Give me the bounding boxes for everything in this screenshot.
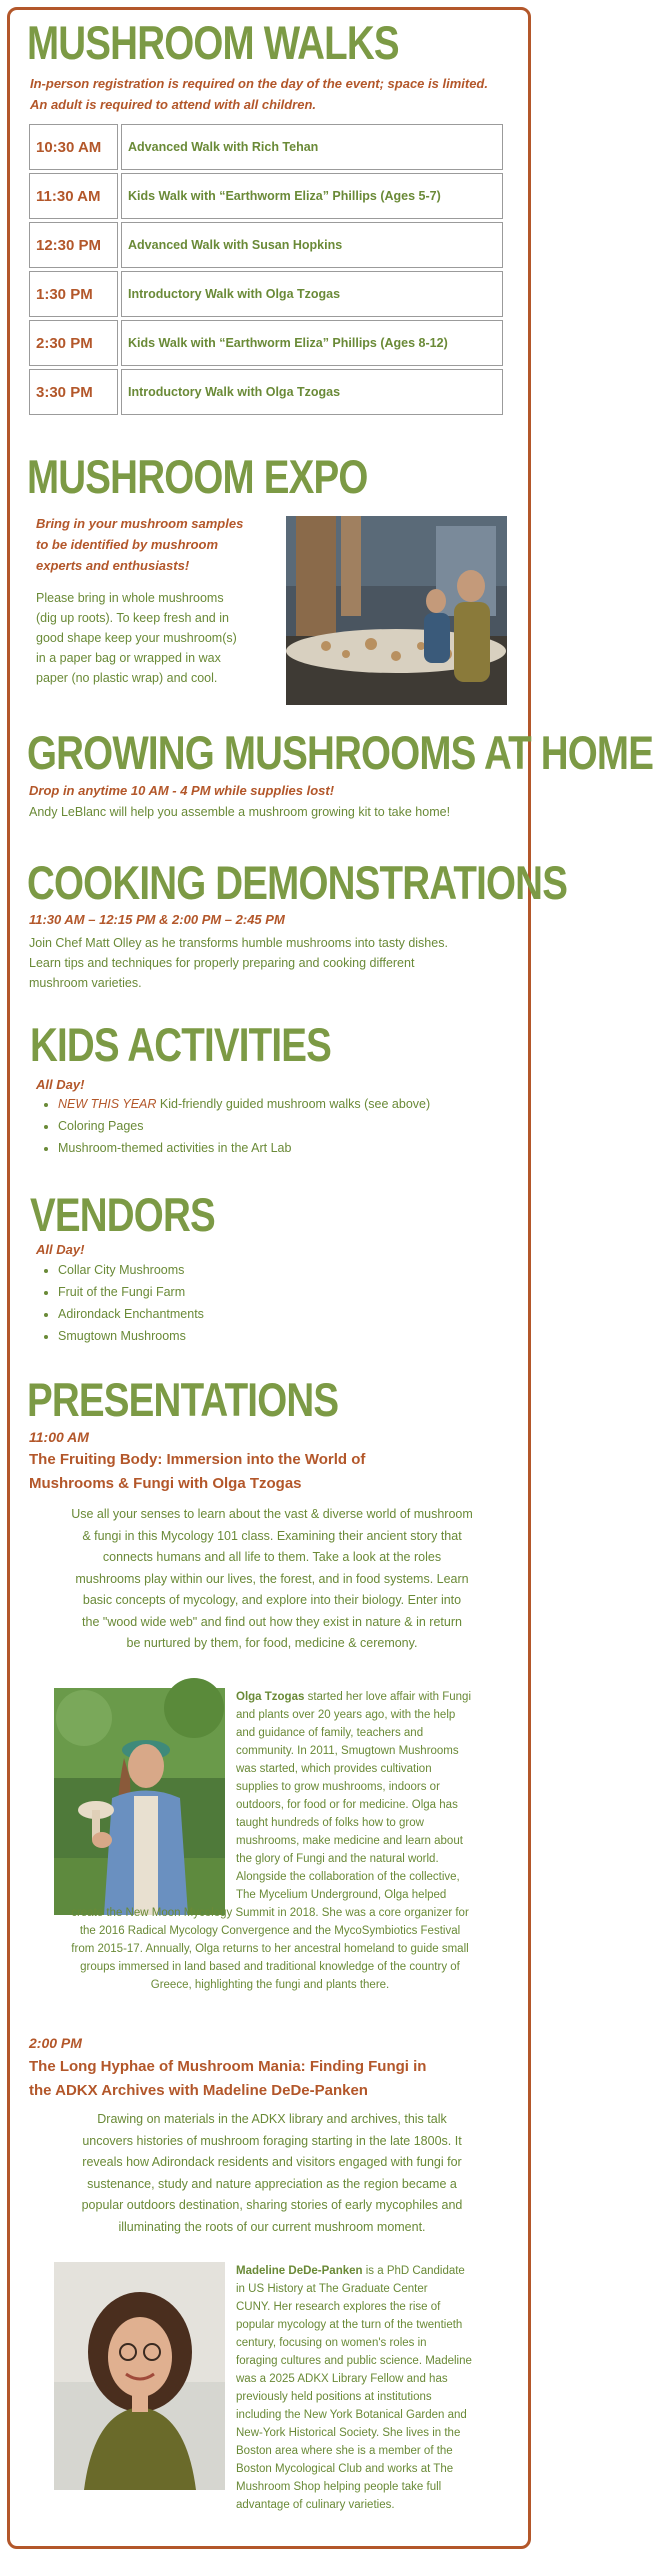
list-item: • Smugtown Mushrooms — [58, 1325, 508, 1347]
expo-body-line: in a paper bag or wrapped in wax — [36, 651, 221, 665]
madeline-name: Madeline DeDe-Panken — [236, 2265, 363, 2277]
cooking-times: 11:30 AM – 12:15 PM & 2:00 PM – 2:45 PM — [29, 912, 285, 927]
madeline-bio-text: is a PhD Candidate — [362, 2265, 465, 2277]
p2-desc-line: sustenance, study and nature appreciation as the region became a — [87, 2176, 457, 2191]
walk-event: Introductory Walk with Olga Tzogas — [121, 271, 503, 317]
p2-title-line: The Long Hyphae of Mushroom Mania: Finding Fungi in — [29, 2058, 427, 2075]
vendors-list — [28, 1259, 508, 1347]
madeline-bio-line: advantage of culinary varieties. — [236, 2499, 395, 2511]
olga-bio-line: The Mycelium Underground, Olga helped — [236, 1889, 447, 1901]
kids-when: All Day! — [36, 1077, 85, 1092]
expo-body-line: good shape keep your mushroom(s) — [36, 631, 237, 645]
cooking-body-line: mushroom varieties. — [29, 976, 142, 990]
p2-time: 2:00 PM — [29, 2035, 82, 2051]
madeline-bio-line: Boston Mycological Club and works at The — [236, 2463, 454, 2475]
madeline-bio-line — [236, 2262, 508, 2280]
list-item: • Adirondack Enchantments — [58, 1303, 508, 1325]
kids-list — [28, 1093, 508, 1159]
p2-desc-line: uncovers histories of mushroom foraging starting in the late 1800s. It — [82, 2133, 462, 2148]
walk-time: 12:30 PM — [29, 222, 118, 268]
p2-desc-line: illuminating the roots of our current mushroom moment. — [118, 2219, 426, 2234]
table-row — [29, 369, 503, 415]
p1-title-line: The Fruiting Body: Immersion into the World of — [29, 1451, 366, 1468]
walk-time: 1:30 PM — [29, 271, 118, 317]
list-item: • Mushroom-themed activities in the Art Lab — [58, 1137, 508, 1159]
p2-desc-line: reveals how Adirondack residents and visitors engaged with fungi for — [82, 2155, 462, 2169]
walks-schedule-table — [29, 124, 503, 418]
olga-bio-continued — [30, 1904, 510, 1994]
p1-title-line: Mushrooms & Fungi with Olga Tzogas — [29, 1475, 302, 1492]
olga-bio-line: supplies to grow mushrooms, indoors or — [236, 1781, 440, 1793]
list-item: • Collar City Mushrooms — [58, 1259, 508, 1281]
p2-desc-line: popular outdoors destination, sharing stories of early mycophiles and — [81, 2198, 463, 2212]
cooking-body-line: Join Chef Matt Olley as he transforms humble mushrooms into tasty dishes. — [29, 936, 448, 950]
expo-body-line: paper (no plastic wrap) and cool. — [36, 671, 218, 685]
growing-note: Drop in anytime 10 AM - 4 PM while supplies lost! — [29, 783, 335, 798]
olga-bio-line: the glory of Fungi and the natural world. — [236, 1853, 439, 1865]
olga-bio-line: and guidance of family, teachers and — [236, 1727, 424, 1739]
walk-event: Advanced Walk with Rich Tehan — [121, 124, 503, 170]
p2-desc-line: Drawing on materials in the ADKX library and archives, this talk — [97, 2112, 447, 2126]
p1-desc-line: basic concepts of mycology, and explore into their biology. Enter into — [82, 1593, 462, 1607]
walk-event: Introductory Walk with Olga Tzogas — [121, 369, 503, 415]
vendors-when: All Day! — [36, 1242, 85, 1257]
p1-desc-line: & fungi in this Mycology 101 class. Examining their ancient story that — [82, 1528, 462, 1543]
p2-title-line: the ADKX Archives with Madeline DeDe-Panken — [29, 2082, 368, 2099]
walk-time: 2:30 PM — [29, 320, 118, 366]
expo-body-line: Please bring in whole mushrooms — [36, 591, 224, 605]
expo-body — [36, 588, 237, 688]
olga-bio-line: and plants over 20 years ago, with the help — [236, 1709, 456, 1721]
expo-lead-line: experts and enthusiasts! — [36, 558, 190, 573]
expo-photo — [286, 516, 507, 705]
table-row — [29, 173, 503, 219]
list-item: • Fruit of the Fungi Farm — [58, 1281, 508, 1303]
olga-bio — [236, 1688, 508, 1904]
expo-title: MUSHROOM EXPO — [27, 450, 368, 503]
expo-lead — [36, 513, 243, 576]
madeline-bio-line: New-York Historical Society. She lives in the — [236, 2427, 461, 2439]
olga-bio-line: mushrooms, make medicine and learn about — [236, 1835, 463, 1847]
p1-desc-line: mushrooms play within our lives, the forest, and in food systems. Learn — [75, 1571, 469, 1586]
olga-bio-line: groups immersed in land based and traditional knowledge of the country of — [80, 1961, 460, 1973]
p1-title — [29, 1448, 365, 1496]
cooking-title: COOKING DEMONSTRATIONS — [27, 856, 568, 909]
madeline-bio-line: Boston area where she is a member of the — [236, 2445, 453, 2457]
walks-note-1: In-person registration is required on the day of the event; space is limited. — [30, 76, 488, 91]
madeline-bio-line: in US History at The Graduate Center — [236, 2283, 428, 2295]
p2-title — [29, 2055, 426, 2103]
walk-time: 3:30 PM — [29, 369, 118, 415]
walks-note-2: An adult is required to attend with all children. — [30, 97, 317, 112]
growing-body: Andy LeBlanc will help you assemble a mushroom growing kit to take home! — [29, 805, 451, 819]
p1-desc-line: Use all your senses to learn about the vast & diverse world of mushroom — [71, 1507, 473, 1521]
new-badge: NEW THIS YEAR — [58, 1097, 157, 1111]
olga-bio-line: create the New Moon Mycology Summit in 2018. She was a core organizer for — [71, 1907, 469, 1919]
madeline-bio-line: foraging cultures and public science. Madeline — [236, 2355, 472, 2367]
walk-event: Kids Walk with “Earthworm Eliza” Phillips (Ages 5-7) — [121, 173, 503, 219]
madeline-photo — [54, 2262, 225, 2490]
vendors-title: VENDORS — [30, 1188, 215, 1241]
list-item: • Coloring Pages — [58, 1115, 508, 1137]
expo-lead-line: to be identified by mushroom — [36, 537, 219, 552]
table-row — [29, 320, 503, 366]
p1-time: 11:00 AM — [29, 1429, 89, 1445]
p1-desc-line: be nurtured by them, for food, medicine & ceremony. — [126, 1636, 418, 1650]
madeline-bio-line: was a 2025 ADKX Library Fellow and has — [236, 2373, 448, 2385]
olga-bio-line: outdoors, for food or for medicine. Olga has — [236, 1799, 458, 1811]
p1-desc-line: connects humans and all life to them. Take a look at the roles — [102, 1550, 442, 1564]
madeline-bio — [236, 2262, 508, 2514]
cooking-body-line: Learn tips and techniques for properly preparing and cooking different — [29, 956, 415, 970]
olga-bio-line: taught hundreds of folks how to grow — [236, 1817, 424, 1829]
table-row — [29, 222, 503, 268]
madeline-bio-line: popular mycology at the turn of the twentieth — [236, 2319, 463, 2331]
walks-title: MUSHROOM WALKS — [27, 16, 399, 69]
olga-bio-text: started her love affair with Fungi — [304, 1691, 471, 1703]
expo-lead-line: Bring in your mushroom samples — [36, 516, 244, 531]
p1-description — [36, 1504, 508, 1655]
list-item-text: Kid-friendly guided mushroom walks (see above) — [156, 1097, 431, 1111]
list-item — [58, 1093, 508, 1115]
olga-bio-line — [236, 1688, 508, 1706]
olga-photo — [54, 1688, 225, 1915]
table-row — [29, 124, 503, 170]
growing-title: GROWING MUSHROOMS AT HOME — [27, 726, 653, 779]
presentations-title: PRESENTATIONS — [27, 1373, 339, 1426]
olga-bio-line: was started, which provides cultivation — [236, 1763, 432, 1775]
olga-bio-line: Alongside the collaboration of the collective, — [236, 1871, 460, 1883]
olga-name: Olga Tzogas — [236, 1691, 305, 1703]
olga-bio-line: Greece, highlighting the fungi and plants there. — [150, 1979, 390, 1991]
kids-title: KIDS ACTIVITIES — [30, 1018, 332, 1071]
madeline-bio-line: century, focusing on women's roles in — [236, 2337, 427, 2349]
cooking-body — [29, 933, 448, 993]
madeline-bio-line: including the New York Botanical Garden and — [236, 2409, 467, 2421]
olga-bio-line: from 2015-17. Annually, Olga returns to her ancestral homeland to guide small — [71, 1943, 469, 1955]
expo-body-line: (dig up roots). To keep fresh and in — [36, 611, 229, 625]
madeline-bio-line: previously held positions at institutions — [236, 2391, 432, 2403]
madeline-bio-line: Mushroom Shop helping people take full — [236, 2481, 442, 2493]
madeline-bio-line: CUNY. Her research explores the rise of — [236, 2301, 441, 2313]
walk-event: Advanced Walk with Susan Hopkins — [121, 222, 503, 268]
olga-bio-line: community. In 2011, Smugtown Mushrooms — [236, 1745, 459, 1757]
table-row — [29, 271, 503, 317]
walk-time: 11:30 AM — [29, 173, 118, 219]
p1-desc-line: the "wood wide web" and find out how they exist in nature & in return — [82, 1614, 462, 1629]
walk-event: Kids Walk with “Earthworm Eliza” Phillips (Ages 8-12) — [121, 320, 503, 366]
olga-bio-line: the 2016 Radical Mycology Convergence and the MycoSymbiotics Festival — [79, 1925, 461, 1937]
p2-description — [36, 2109, 508, 2238]
walk-time: 10:30 AM — [29, 124, 118, 170]
